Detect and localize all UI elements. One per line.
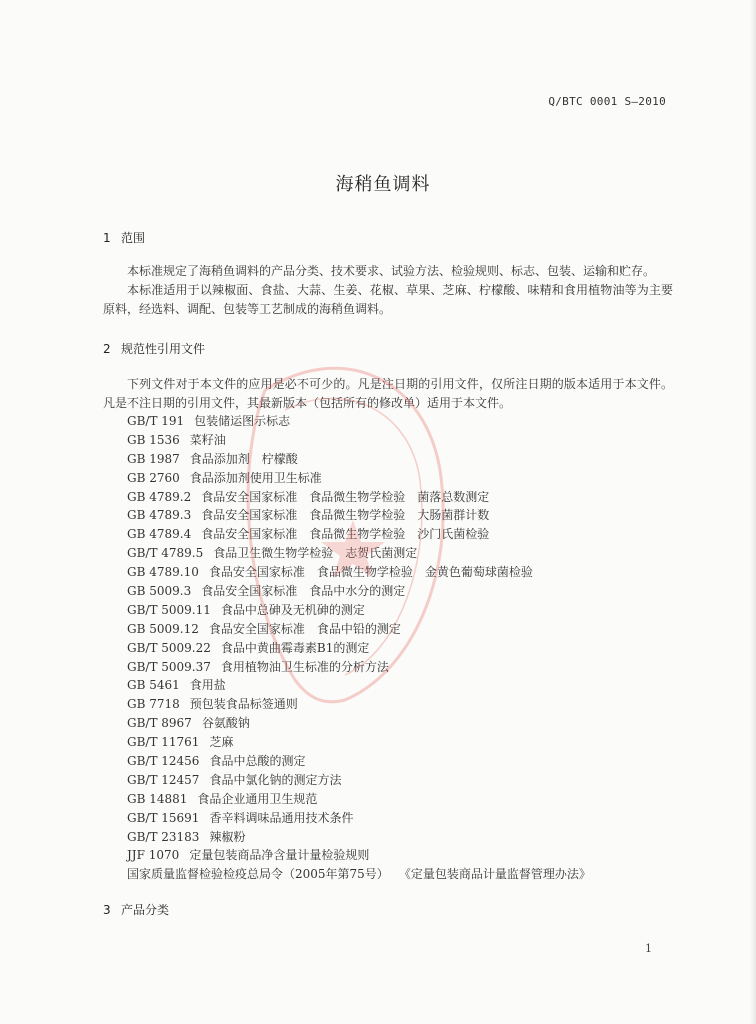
reference-code: JJF 1070 (127, 848, 180, 863)
reference-code: GB/T 4789.5 (127, 546, 204, 561)
reference-item (127, 658, 591, 677)
reference-code: GB 5009.12 (127, 621, 199, 636)
reference-code: GB/T 11761 (127, 735, 200, 750)
section-1-number: 1 (103, 231, 111, 245)
reference-item (127, 846, 591, 865)
reference-title: 定量包装商品净含量计量检验规则 (189, 848, 370, 863)
reference-title: 食品中总砷及无机砷的测定 (220, 602, 365, 617)
page-number: 1 (645, 942, 652, 955)
reference-item (127, 771, 591, 790)
reference-item (127, 412, 591, 431)
reference-title: 食用植物油卫生标准的分析方法 (220, 659, 389, 674)
reference-title: 食品安全国家标准 食品中水分的测定 (201, 584, 406, 599)
reference-code: GB 1987 (127, 451, 180, 466)
section-3-heading (103, 901, 169, 918)
reference-item (127, 488, 591, 507)
reference-item (127, 714, 591, 733)
reference-code: GB/T 191 (127, 414, 185, 428)
reference-code: GB 5461 (127, 678, 180, 693)
reference-item (127, 525, 591, 544)
reference-item (127, 450, 591, 469)
reference-title: 食品企业通用卫生规范 (197, 791, 318, 806)
section-2-heading (103, 340, 205, 357)
reference-title: 食品卫生微生物学检验 志贺氏菌测定 (213, 546, 418, 561)
reference-item (127, 469, 591, 488)
reference-code: GB 4789.2 (127, 489, 192, 504)
reference-title: 包装储运图示标志 (194, 414, 291, 428)
reference-item (127, 563, 591, 582)
reference-item (127, 431, 591, 450)
reference-item (127, 582, 591, 601)
reference-code: GB 14881 (127, 791, 188, 806)
reference-code: GB 4789.10 (127, 565, 199, 580)
reference-item (127, 865, 591, 884)
reference-item (127, 620, 591, 639)
reference-item (127, 544, 591, 563)
reference-title: 食品中氯化钠的测定方法 (209, 772, 342, 787)
reference-title: 食品安全国家标准 食品微生物学检验 菌落总数测定 (201, 489, 490, 504)
document-code: Q/BTC 0001 S—2010 (548, 95, 666, 108)
reference-item (127, 695, 591, 714)
reference-code: GB 7718 (127, 697, 180, 712)
reference-title: 谷氨酸钠 (201, 716, 250, 731)
reference-title: 香辛料调味品通用技术条件 (209, 810, 354, 825)
reference-code: GB/T 5009.22 (127, 640, 211, 655)
reference-list (127, 412, 591, 884)
reference-title: 食品添加剂 柠檬酸 (189, 451, 298, 466)
reference-title: 食品中总酸的测定 (209, 754, 306, 769)
reference-code: GB 2760 (127, 470, 180, 485)
section-3-number: 3 (103, 903, 111, 917)
section-1-paragraph-2: 本标准适用于以辣椒面、食盐、大蒜、生姜、花椒、草果、芝麻、柠檬酸、味精和食用植物油等为主要原料，经选料、调配、包装等工艺制成的海稍鱼调料。 (103, 283, 673, 316)
reference-code: GB 5009.3 (127, 584, 192, 599)
reference-item (127, 752, 591, 771)
section-1-paragraph-1: 本标准规定了海稍鱼调料的产品分类、技术要求、试验方法、检验规则、标志、包装、运输和贮存。 (127, 264, 656, 278)
document-title: 海稍鱼调料 (335, 174, 431, 195)
reference-code: GB/T 5009.37 (127, 659, 211, 674)
reference-item (127, 506, 591, 525)
reference-title: 预包装食品标签通则 (189, 697, 298, 712)
reference-item (127, 809, 591, 828)
reference-title: 《定量包装商品计量监督管理办法》 (398, 867, 591, 882)
reference-code: GB/T 12456 (127, 754, 200, 769)
reference-code: GB/T 5009.11 (127, 602, 211, 617)
reference-item (127, 639, 591, 658)
section-2-number: 2 (103, 342, 111, 356)
section-2-title: 规范性引用文件 (121, 342, 206, 356)
reference-item (127, 733, 591, 752)
reference-code: GB 1536 (127, 432, 180, 447)
reference-title: 食品添加剂使用卫生标准 (189, 470, 322, 485)
reference-code: GB/T 15691 (127, 810, 200, 825)
section-3-title: 产品分类 (121, 903, 170, 917)
reference-code: 国家质量监督检验检疫总局令（2005年第75号） (127, 867, 389, 882)
reference-code: GB/T 12457 (127, 772, 200, 787)
section-2-intro: 下列文件对于本文件的应用是必不可少的。凡是注日期的引用文件，仅所注日期的版本适用于本文件。凡是不注日期的引用文件，其最新版本（包括所有的修改单）适用于本文件。 (103, 377, 673, 410)
reference-item (127, 828, 591, 847)
reference-code: GB 4789.4 (127, 527, 192, 542)
reference-title: 食用盐 (189, 678, 226, 693)
reference-title: 食品安全国家标准 食品微生物学检验 大肠菌群计数 (201, 508, 490, 523)
reference-title: 菜籽油 (189, 432, 226, 447)
reference-item (127, 790, 591, 809)
reference-title: 芝麻 (209, 735, 234, 750)
reference-title: 食品安全国家标准 食品中铅的测定 (208, 621, 401, 636)
section-1-heading (103, 229, 145, 246)
reference-title: 辣椒粉 (209, 829, 246, 844)
reference-item (127, 601, 591, 620)
reference-title: 食品安全国家标准 食品微生物学检验 沙门氏菌检验 (201, 527, 490, 542)
page-edge-shadow (750, 0, 756, 1024)
reference-title: 食品中黄曲霉毒素B1的测定 (220, 640, 370, 655)
reference-code: GB 4789.3 (127, 508, 192, 523)
reference-item (127, 676, 591, 695)
reference-code: GB/T 8967 (127, 716, 192, 731)
section-1-title: 范围 (121, 231, 146, 245)
reference-title: 食品安全国家标准 食品微生物学检验 金黄色葡萄球菌检验 (208, 565, 533, 580)
reference-code: GB/T 23183 (127, 829, 200, 844)
